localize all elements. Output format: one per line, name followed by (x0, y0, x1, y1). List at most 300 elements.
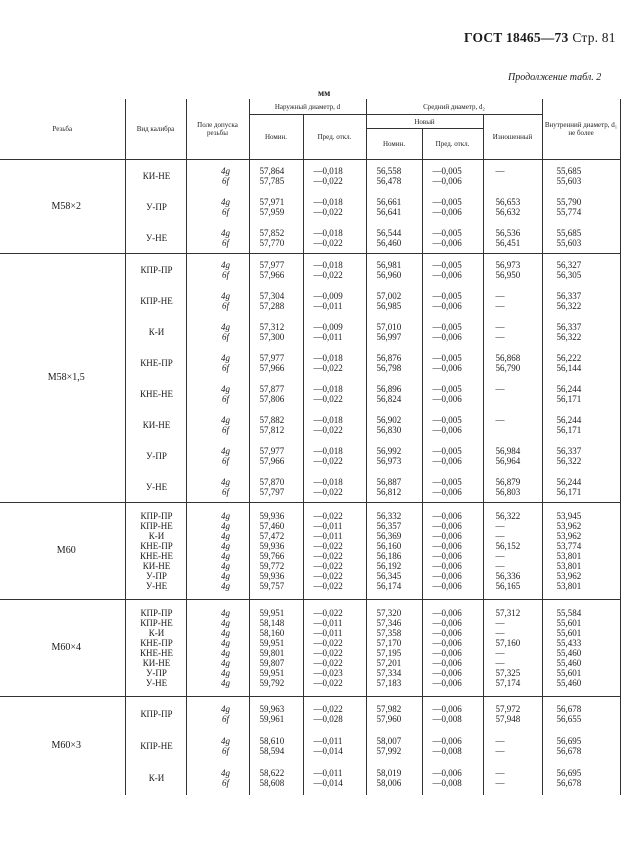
cell-line: —0,022 (313, 269, 343, 280)
cell-line: 4g (221, 353, 230, 363)
mid-worn-cell (483, 503, 542, 600)
cell-line: 57,183 (376, 678, 402, 688)
cell-line: —0,005 (432, 197, 462, 207)
cell-line: —0,011 (313, 628, 343, 638)
cell-line: — (495, 561, 505, 571)
cell-line: —0,006 (432, 768, 462, 778)
cell-line: 56,171 (556, 394, 582, 404)
cell-line: — (495, 521, 505, 531)
cell-line: 57,325 (495, 668, 521, 678)
mid-worn-cell (483, 223, 542, 254)
cell-line: 4g (221, 476, 230, 487)
cell-line: — (495, 736, 505, 746)
cell-line: 56,950 (495, 269, 521, 280)
cell-line: К-И (148, 773, 165, 783)
cell-line: 56,337 (556, 322, 582, 332)
mid-nom-cell (366, 503, 422, 600)
cell-line: 57,472 (259, 531, 285, 541)
cell-line: 56,868 (495, 353, 521, 363)
cell-line: 4g (221, 291, 230, 301)
cell-line: 56,876 (376, 353, 402, 363)
cell-line (496, 425, 542, 435)
cell-line: 56,336 (495, 571, 521, 581)
tolerance-cell (186, 697, 249, 731)
cell-line: —0,006 (432, 618, 462, 628)
cell-line: —0,006 (432, 581, 462, 591)
cell-line: — (495, 291, 505, 301)
cell-line: 4g (221, 521, 230, 531)
cell-line: —0,005 (432, 353, 462, 363)
cell-line: 56,695 (556, 736, 582, 746)
cell-line: 59,807 (259, 658, 285, 668)
gauge-cell (125, 503, 186, 600)
mid-worn-cell (483, 254, 542, 286)
cell-line: — (495, 531, 505, 541)
cell-line: 4g (221, 259, 230, 270)
gauge-cell (125, 286, 186, 317)
cell-line: —0,006 (432, 638, 462, 648)
cell-line: 53,801 (556, 561, 582, 571)
tolerance-cell (186, 379, 249, 410)
cell-line: 4g (221, 658, 230, 668)
gauge-cell (125, 192, 186, 223)
cell-line: 57,304 (259, 291, 285, 301)
cell-line: —0,011 (313, 618, 343, 628)
cell-line: 56,985 (376, 301, 402, 311)
mid-dev-cell (422, 503, 483, 600)
page-number: Стр. 81 (572, 30, 616, 45)
cell-line: 56,322 (556, 456, 582, 466)
tolerance-cell (186, 441, 249, 472)
tolerance-cell (186, 223, 249, 254)
col-outer-dev: Пред. откл. (303, 115, 366, 160)
cell-line: 55,460 (556, 658, 582, 668)
cell-line: —0,022 (313, 658, 343, 668)
cell-line: 57,160 (495, 638, 521, 648)
outer-nom-cell (249, 223, 303, 254)
mid-dev-cell (422, 762, 483, 795)
tolerance-cell (186, 503, 249, 600)
outer-nom-cell (249, 410, 303, 441)
cell-line: —0,009 (313, 291, 343, 301)
tolerance-cell (186, 410, 249, 441)
cell-line: 6f (221, 332, 229, 342)
outer-dev-cell (303, 472, 366, 503)
cell-line: 59,772 (259, 561, 285, 571)
cell-line: —0,018 (313, 384, 343, 394)
col-mid-nom: Номин. (366, 129, 422, 160)
cell-line: 6f (221, 301, 229, 311)
cell-line: — (495, 746, 505, 756)
cell-line: 4g (221, 561, 230, 571)
table-row (0, 254, 620, 286)
mid-worn-cell (483, 600, 542, 697)
cell-line: 56,661 (376, 197, 402, 207)
inner-cell (542, 317, 620, 348)
cell-line: 56,536 (495, 227, 521, 238)
cell-line: 56,327 (556, 259, 582, 270)
outer-nom-cell (249, 731, 303, 762)
cell-line: 58,006 (376, 778, 402, 788)
inner-cell (542, 600, 620, 697)
mid-nom-cell (366, 160, 422, 192)
gauge-cell (125, 441, 186, 472)
cell-line: 58,622 (259, 768, 285, 778)
mid-worn-cell (483, 697, 542, 731)
cell-line: У-ПР (146, 668, 167, 678)
cell-line: 56,332 (376, 511, 402, 521)
cell-line: —0,006 (432, 363, 462, 373)
cell-line: —0,005 (432, 384, 462, 394)
cell-line: 56,655 (556, 713, 582, 724)
mid-worn-cell (483, 762, 542, 795)
cell-line: 59,936 (259, 571, 285, 581)
cell-line: 4g (221, 322, 230, 332)
cell-line: 56,798 (376, 363, 402, 373)
cell-line: 59,961 (259, 713, 285, 724)
cell-line: 56,902 (376, 415, 402, 425)
cell-line: 57,852 (259, 227, 285, 238)
mid-worn-cell (483, 379, 542, 410)
cell-line: 57,300 (259, 332, 285, 342)
inner-cell (542, 503, 620, 600)
inner-cell (542, 410, 620, 441)
inner-cell (542, 286, 620, 317)
tolerance-cell (186, 254, 249, 286)
cell-line: — (495, 332, 505, 342)
page-header (464, 30, 616, 46)
cell-line: — (495, 618, 505, 628)
cell-line: 4g (221, 531, 230, 541)
col-mid-new: Новый (366, 115, 483, 129)
gauge-cell (125, 317, 186, 348)
inner-cell (542, 223, 620, 254)
cell-line: — (495, 658, 505, 668)
cell-line: —0,022 (313, 561, 343, 571)
thread-cell: M58×2 (0, 160, 125, 254)
outer-nom-cell (249, 379, 303, 410)
cell-line: 56,478 (376, 175, 402, 186)
cell-line: —0,006 (432, 301, 462, 311)
cell-line: 55,460 (556, 648, 582, 658)
outer-dev-cell (303, 379, 366, 410)
cell-line: —0,022 (313, 581, 343, 591)
inner-cell (542, 697, 620, 731)
cell-line: 57,320 (376, 608, 402, 618)
cell-line: 57,877 (259, 384, 285, 394)
cell-line: 57,966 (259, 456, 285, 466)
cell-line: 56,653 (495, 197, 521, 207)
cell-line: — (495, 165, 505, 176)
unit-label: мм (318, 88, 331, 98)
cell-line: 55,601 (556, 618, 582, 628)
cell-line: 6f (221, 713, 229, 724)
cell-line: У-НЕ (145, 481, 168, 492)
tolerance-cell (186, 348, 249, 379)
cell-line: 56,192 (376, 561, 402, 571)
cell-line: —0,018 (313, 353, 343, 363)
mid-nom-cell (366, 192, 422, 223)
cell-line: —0,006 (432, 703, 462, 714)
cell-line: 4g (221, 768, 230, 778)
cell-line: —0,005 (432, 259, 462, 270)
cell-line: —0,011 (313, 521, 343, 531)
cell-line: К-И (148, 628, 165, 638)
cell-line: 4g (221, 165, 230, 176)
cell-line: 57,170 (376, 638, 402, 648)
gauge-cell (125, 697, 186, 731)
cell-line: 6f (221, 778, 229, 788)
mid-dev-cell (422, 697, 483, 731)
tolerance-cell (186, 731, 249, 762)
outer-dev-cell (303, 192, 366, 223)
cell-line: 56,160 (376, 541, 402, 551)
cell-line: —0,022 (313, 571, 343, 581)
cell-line: 59,936 (259, 511, 285, 521)
mid-dev-cell (422, 441, 483, 472)
mid-dev-cell (422, 286, 483, 317)
gauge-cell (125, 410, 186, 441)
cell-line: 56,896 (376, 384, 402, 394)
cell-line: 6f (221, 237, 229, 248)
cell-line: 56,322 (556, 301, 582, 311)
cell-line: 6f (221, 207, 229, 217)
cell-line: —0,018 (313, 197, 343, 207)
cell-line: КПР-НЕ (140, 741, 173, 751)
cell-line: У-НЕ (145, 232, 168, 243)
cell-line: 58,594 (259, 746, 285, 756)
mid-dev-cell (422, 192, 483, 223)
cell-line: —0,022 (313, 456, 343, 466)
mid-worn-cell (483, 731, 542, 762)
cell-line: —0,018 (313, 476, 343, 487)
cell-line: 56,830 (376, 425, 402, 435)
cell-line: 55,601 (556, 668, 582, 678)
cell-line: 56,981 (376, 259, 402, 270)
outer-nom-cell (249, 503, 303, 600)
col-gauge: Вид калибра (125, 99, 186, 160)
cell-line: КИ-НЕ (142, 658, 171, 668)
gauge-cell (125, 472, 186, 503)
cell-line: 57,174 (495, 678, 521, 688)
cell-line: 58,610 (259, 736, 285, 746)
outer-nom-cell (249, 348, 303, 379)
cell-line: 56,997 (376, 332, 402, 342)
cell-line: 4g (221, 511, 230, 521)
cell-line: —0,014 (313, 746, 343, 756)
cell-line: У-НЕ (145, 678, 168, 688)
cell-line: 55,685 (556, 227, 582, 238)
gauge-cell (125, 731, 186, 762)
col-mid-dev: Пред. откл. (422, 129, 483, 160)
cell-line: 56,641 (376, 207, 402, 217)
cell-line: 4g (221, 736, 230, 746)
cell-line: КПР-НЕ (140, 296, 173, 306)
cell-line: 56,174 (376, 581, 402, 591)
cell-line: —0,022 (313, 703, 343, 714)
gauge-cell (125, 348, 186, 379)
cell-line: КНЕ-НЕ (140, 648, 173, 658)
cell-line: 56,222 (556, 353, 582, 363)
thread-cell: M60×3 (0, 697, 125, 795)
thread-cell: M60 (0, 503, 125, 600)
cell-line: 53,945 (556, 511, 582, 521)
cell-line: —0,022 (313, 175, 343, 186)
cell-line: 6f (221, 363, 229, 373)
cell-line: 57,960 (376, 713, 402, 724)
mid-nom-cell (366, 697, 422, 731)
table-row (0, 503, 620, 600)
cell-line: —0,022 (313, 648, 343, 658)
cell-line: 6f (221, 746, 229, 756)
cell-line: —0,006 (432, 456, 462, 466)
cell-line: — (495, 551, 505, 561)
cell-line: 59,757 (259, 581, 285, 591)
cell-line: 56,973 (376, 456, 402, 466)
cell-line: —0,008 (432, 778, 462, 788)
mid-worn-cell (483, 160, 542, 192)
cell-line: —0,028 (313, 713, 343, 724)
mid-worn-cell (483, 348, 542, 379)
cell-line: 55,603 (556, 175, 582, 186)
cell-line: —0,006 (432, 541, 462, 551)
cell-line: 53,962 (556, 571, 582, 581)
gauge-cell (125, 600, 186, 697)
cell-line: КИ-НЕ (142, 170, 171, 181)
cell-line: —0,022 (313, 638, 343, 648)
outer-dev-cell (303, 731, 366, 762)
cell-line: 4g (221, 703, 230, 714)
mid-dev-cell (422, 731, 483, 762)
cell-line: У-ПР (146, 202, 167, 212)
mid-nom-cell (366, 317, 422, 348)
cell-line: —0,006 (432, 486, 462, 497)
cell-line: —0,006 (432, 678, 462, 688)
cell-line: —0,006 (432, 521, 462, 531)
cell-line: 4g (221, 384, 230, 394)
cell-line: 4g (221, 446, 230, 456)
cell-line: КИ-НЕ (142, 561, 171, 571)
cell-line: —0,005 (432, 322, 462, 332)
cell-line: —0,022 (313, 237, 343, 248)
cell-line: —0,022 (313, 678, 343, 688)
cell-line: 4g (221, 541, 230, 551)
cell-line: 56,345 (376, 571, 402, 581)
tolerance-cell (186, 286, 249, 317)
gauge-cell (125, 160, 186, 192)
cell-line: 53,774 (556, 541, 582, 551)
inner-cell (542, 254, 620, 286)
cell-line: У-ПР (146, 571, 167, 581)
cell-line: —0,018 (313, 165, 343, 176)
cell-line: 56,244 (556, 415, 582, 425)
cell-line: —0,022 (313, 425, 343, 435)
cell-line: —0,018 (313, 227, 343, 238)
col-mid-group: Средний диаметр, d₂ (366, 99, 542, 115)
mid-worn-cell (483, 472, 542, 503)
outer-nom-cell (249, 192, 303, 223)
col-mid-worn: Изношенный (483, 115, 542, 160)
cell-line: 56,305 (556, 269, 582, 280)
cell-line: 58,007 (376, 736, 402, 746)
cell-line: 57,977 (259, 353, 285, 363)
tolerance-cell (186, 160, 249, 192)
cell-line: — (495, 322, 505, 332)
mid-dev-cell (422, 348, 483, 379)
cell-line: 59,936 (259, 541, 285, 551)
cell-line: КПР-ПР (140, 708, 173, 719)
gauge-cell (125, 762, 186, 795)
cell-line: 57,312 (259, 322, 285, 332)
cell-line: 56,678 (556, 746, 582, 756)
cell-line: 57,312 (495, 608, 521, 618)
inner-cell (542, 472, 620, 503)
cell-line: 4g (221, 618, 230, 628)
cell-line: — (495, 778, 505, 788)
outer-dev-cell (303, 286, 366, 317)
cell-line: —0,006 (432, 648, 462, 658)
cell-line: 4g (221, 227, 230, 238)
cell-line: КПР-ПР (140, 608, 173, 618)
cell-line: —0,011 (313, 332, 343, 342)
inner-cell (542, 441, 620, 472)
cell-line: —0,018 (313, 415, 343, 425)
cell-line: —0,022 (313, 551, 343, 561)
cell-line: 57,358 (376, 628, 402, 638)
cell-line: 57,977 (259, 259, 285, 270)
cell-line: —0,022 (313, 608, 343, 618)
cell-line: 56,973 (495, 259, 521, 270)
cell-line: 57,010 (376, 322, 402, 332)
cell-line: —0,006 (432, 207, 462, 217)
cell-line: 57,966 (259, 269, 285, 280)
tolerance-cell (186, 192, 249, 223)
cell-line: 56,357 (376, 521, 402, 531)
cell-line: —0,005 (432, 476, 462, 487)
cell-line: 59,951 (259, 608, 285, 618)
inner-cell (542, 379, 620, 410)
cell-line: —0,006 (432, 269, 462, 280)
cell-line: 56,992 (376, 446, 402, 456)
cell-line: 4g (221, 608, 230, 618)
cell-line: 56,879 (495, 476, 521, 487)
table-row (0, 697, 620, 731)
mid-nom-cell (366, 286, 422, 317)
outer-nom-cell (249, 317, 303, 348)
cell-line: —0,011 (313, 531, 343, 541)
outer-dev-cell (303, 223, 366, 254)
cell-line: — (495, 301, 505, 311)
outer-nom-cell (249, 697, 303, 731)
cell-line: КПР-ПР (140, 511, 173, 521)
mid-dev-cell (422, 223, 483, 254)
cell-line: КНЕ-ПР (140, 358, 173, 368)
cell-line: —0,006 (432, 394, 462, 404)
cell-line: 4g (221, 638, 230, 648)
cell-line: —0,022 (313, 541, 343, 551)
cell-line: 6f (221, 269, 229, 280)
cell-line: 55,601 (556, 628, 582, 638)
cell-line: —0,006 (432, 425, 462, 435)
inner-cell (542, 192, 620, 223)
cell-line: 55,774 (556, 207, 582, 217)
mid-dev-cell (422, 317, 483, 348)
mid-dev-cell (422, 254, 483, 286)
cell-line: 56,322 (495, 511, 521, 521)
cell-line: У-НЕ (145, 581, 168, 591)
cell-line: —0,006 (432, 511, 462, 521)
col-outer-nom: Номин. (249, 115, 303, 160)
